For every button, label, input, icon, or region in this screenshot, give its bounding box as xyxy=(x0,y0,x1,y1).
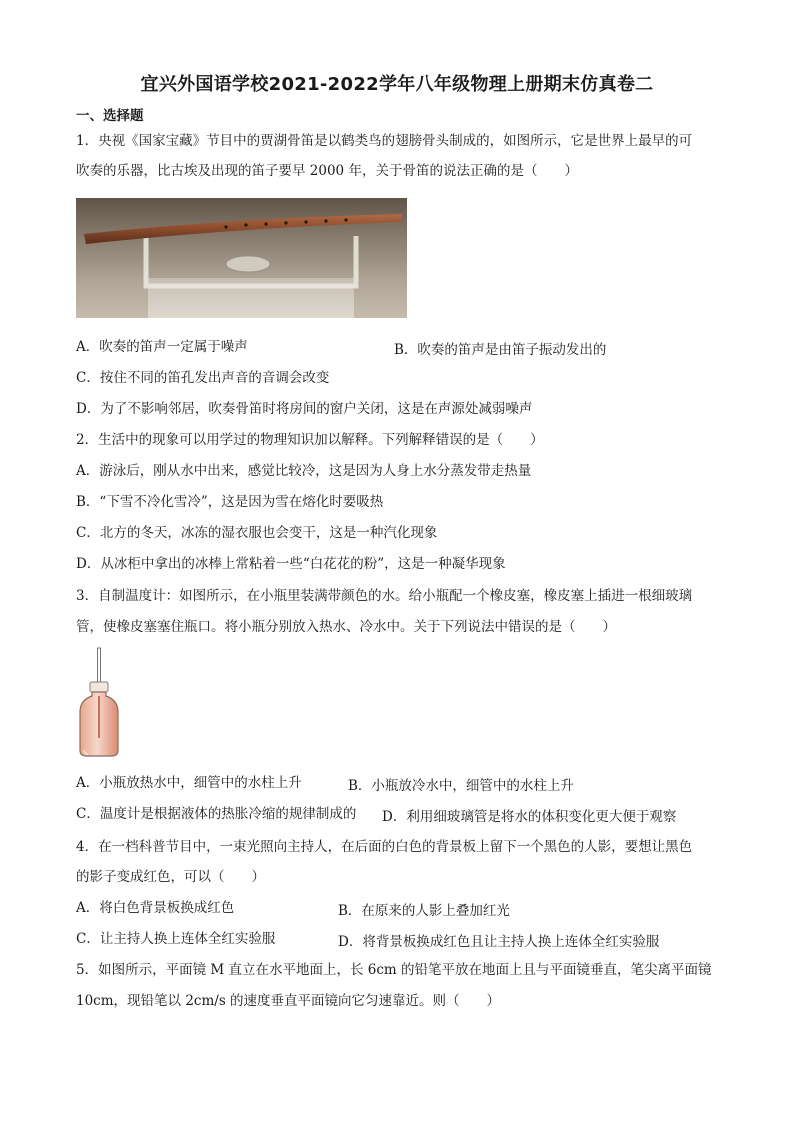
q5-stem-line-2: 10cm，现铅笔以 2cm/s 的速度垂直平面镜向它匀速靠近。则（ ） xyxy=(76,993,501,1009)
q1-stem-line-2: 吹奏的乐器，比古埃及出现的笛子要早 2000 年，关于骨笛的说法正确的是（ ） xyxy=(76,163,578,179)
q4-option-b: B．在原来的人影上叠加红光 xyxy=(338,903,510,919)
q3-stem-line-1: 3．自制温度计：如图所示，在小瓶里装满带颜色的水。给小瓶配一个橡皮塞，橡皮塞上插进一根细玻璃 xyxy=(76,588,693,604)
bottle-thermometer-drawing xyxy=(70,646,130,762)
bone-flute-photo xyxy=(76,198,407,318)
q4-option-d: D．将背景板换成红色且让主持人换上连体全红实验服 xyxy=(338,934,660,950)
q2-option-b: B．“下雪不冷化雪冷”，这是因为雪在熔化时要吸热 xyxy=(76,494,384,510)
q3-option-c: C．温度计是根据液体的热胀冷缩的规律制成的 xyxy=(76,806,357,822)
section-heading: 一、选择题 xyxy=(76,108,144,124)
q3-option-a: A．小瓶放热水中，细管中的水柱上升 xyxy=(76,775,302,791)
exam-title: 宜兴外国语学校2021-2022学年八年级物理上册期末仿真卷二 xyxy=(140,74,654,95)
q2-stem: 2．生活中的现象可以用学过的物理知识加以解释。下列解释错误的是（ ） xyxy=(76,432,544,448)
q4-stem-line-2: 的影子变成红色，可以（ ） xyxy=(76,869,265,885)
q1-option-b: B．吹奏的笛声是由笛子振动发出的 xyxy=(394,342,607,358)
q1-stem-line-1: 1．央视《国家宝藏》节目中的贾湖骨笛是以鹤类鸟的翅膀骨头制成的，如图所示，它是世界上最早的可 xyxy=(76,133,693,149)
q5-stem-line-1: 5．如图所示，平面镜 M 直立在水平地面上，长 6cm 的铅笔平放在地面上且与平面镜垂直，笔尖离平面镜 xyxy=(76,962,712,978)
q4-option-c: C．让主持人换上连体全红实验服 xyxy=(76,931,276,947)
q3-option-d: D．利用细玻璃管是将水的体积变化更大便于观察 xyxy=(382,809,677,825)
q1-option-d: D．为了不影响邻居，吹奏骨笛时将房间的窗户关闭，这是在声源处减弱噪声 xyxy=(76,401,533,417)
q1-option-c: C．按住不同的笛孔发出声音的音调会改变 xyxy=(76,370,330,386)
q2-option-c: C．北方的冬天，冰冻的湿衣服也会变干，这是一种汽化现象 xyxy=(76,525,438,541)
bone-flute-illustration xyxy=(76,198,407,318)
bottle-thermometer-illustration xyxy=(70,646,130,762)
q4-option-a: A．将白色背景板换成红色 xyxy=(76,900,235,916)
q3-stem-line-2: 管，使橡皮塞塞住瓶口。将小瓶分别放入热水、冷水中。关于下列说法中错误的是（ ） xyxy=(76,619,616,635)
q2-option-a: A．游泳后，刚从水中出来，感觉比较冷，这是因为人身上水分蒸发带走热量 xyxy=(76,463,532,479)
q2-option-d: D．从冰柜中拿出的冰棒上常粘着一些“白花花的粉”，这是一种凝华现象 xyxy=(76,556,506,572)
q1-option-a: A．吹奏的笛声一定属于噪声 xyxy=(76,339,248,355)
q4-stem-line-1: 4．在一档科普节目中，一束光照向主持人，在后面的白色的背景板上留下一个黑色的人影，要想让黑色 xyxy=(76,839,693,855)
q3-option-b: B．小瓶放冷水中，细管中的水柱上升 xyxy=(348,778,574,794)
